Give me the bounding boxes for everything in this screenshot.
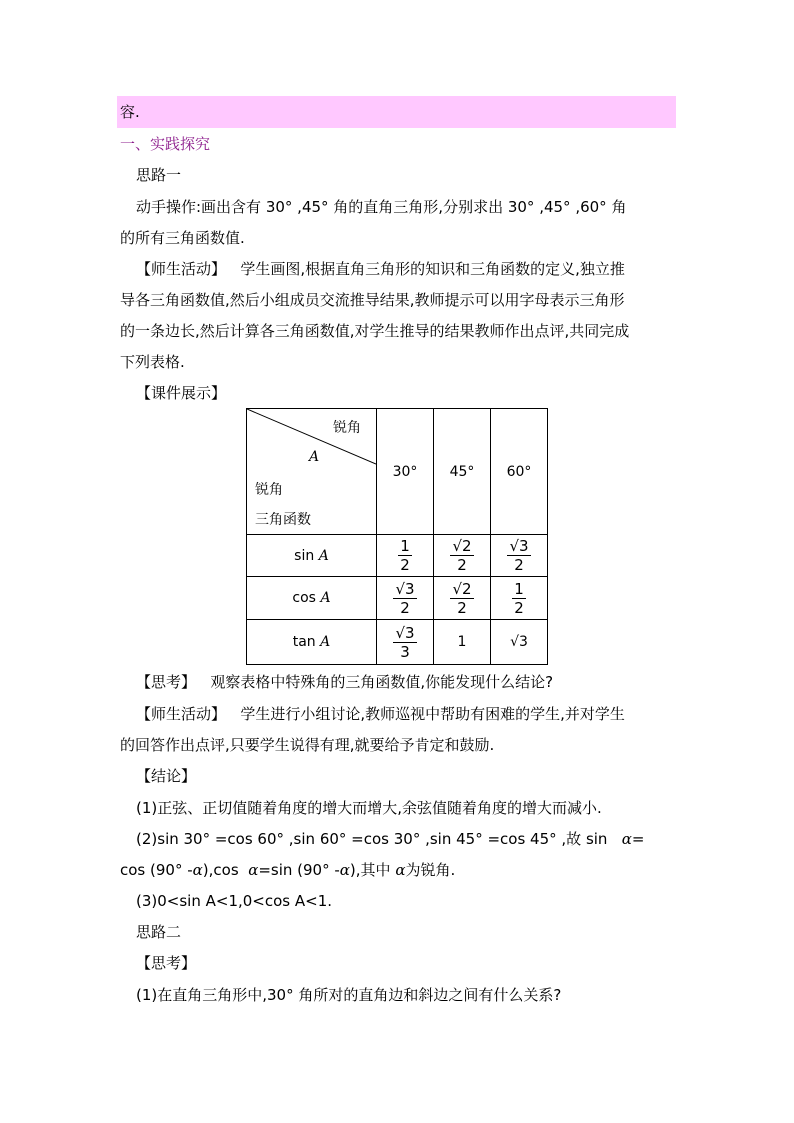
idea1-title: 思路一 <box>136 166 182 184</box>
activity2-line-1 <box>136 704 625 724</box>
row-label-cos: cos A <box>247 577 377 620</box>
activity2-line-2: 的回答作出点评,只要学生说得有理,就要给予肯定和鼓励. <box>120 736 495 754</box>
sin-45-value: $\frac{√2}{2}$ <box>434 535 491 577</box>
think-tag: 【思考】 <box>136 673 197 691</box>
table-row-sin <box>247 535 548 577</box>
trig-values-table <box>246 408 548 665</box>
idea2-question-1: (1)在直角三角形中,30° 角所对的直角边和斜边之间有什么关系? <box>136 986 562 1004</box>
cos-60-value: $\frac{1}{2}$ <box>491 577 548 620</box>
activity-text: 学生画图,根据直角三角形的知识和三角函数的定义,独立推 <box>240 260 625 278</box>
table-corner-cell <box>247 409 377 535</box>
activity-paragraph-line-3: 的一条边长,然后计算各三角函数值,对学生推导的结果教师作出点评,共同完成 <box>120 322 630 340</box>
cos-45-value: $\frac{√2}{2}$ <box>434 577 491 620</box>
activity-paragraph-line-2: 导各三角函数值,然后小组成员交流推导结果,教师提示可以用字母表示三角形 <box>120 291 625 309</box>
idea2-think-tag: 【思考】 <box>136 954 197 972</box>
tan-60-value: √3 <box>491 620 548 665</box>
conclusion-item-1: (1)正弦、正切值随着角度的增大而增大,余弦值随着角度的增大而减小. <box>136 799 602 817</box>
activity2-tag: 【师生活动】 <box>136 705 227 723</box>
continued-text: 容. <box>120 103 140 121</box>
sin-60-value: $\frac{√3}{2}$ <box>491 535 548 577</box>
sin-30-value: $\frac{1}{2}$ <box>377 535 434 577</box>
table-row-tan <box>247 620 548 665</box>
operation-line-1: 动手操作:画出含有 30° ,45° 角的直角三角形,分别求出 30° ,45° ,60° 角 <box>136 198 627 216</box>
conclusion-item-3: (3)0<sin A<1,0<cos A<1. <box>136 892 333 910</box>
operation-line-2: 的所有三角函数值. <box>120 229 245 247</box>
courseware-tag: 【课件展示】 <box>136 384 227 402</box>
corner-label-acute-2: 锐角 <box>255 482 283 498</box>
conclusion-item-2-line-2: cos (90° -α),cos α=sin (90° -α),其中 α为锐角. <box>120 861 456 879</box>
activity-tag: 【师生活动】 <box>136 260 227 278</box>
corner-label-a: A <box>309 449 320 465</box>
conclusion-tag: 【结论】 <box>136 767 197 785</box>
idea2-title: 思路二 <box>136 923 182 941</box>
tan-45-value: 1 <box>434 620 491 665</box>
cos-30-value: $\frac{√3}{2}$ <box>377 577 434 620</box>
tan-30-value: $\frac{√3}{3}$ <box>377 620 434 665</box>
header-45: 45° <box>434 409 491 535</box>
header-60: 60° <box>491 409 548 535</box>
row-label-tan: tan A <box>247 620 377 665</box>
corner-label-acute: 锐角 <box>333 420 361 436</box>
header-30: 30° <box>377 409 434 535</box>
conclusion-item-2-line-1: (2)sin 30° =cos 60° ,sin 60° =cos 30° ,sin 45° =cos 45° ,故 sin α= <box>136 830 645 848</box>
activity2-text: 学生进行小组讨论,教师巡视中帮助有困难的学生,并对学生 <box>240 705 625 723</box>
highlight-band <box>117 96 676 128</box>
section-heading: 一、实践探究 <box>120 135 211 153</box>
table-header-row <box>247 409 548 535</box>
activity-paragraph-line-1 <box>136 259 625 279</box>
think-line <box>136 672 553 692</box>
table-row-cos <box>247 577 548 620</box>
corner-label-trig-fn: 三角函数 <box>255 512 311 528</box>
activity-paragraph-line-4: 下列表格. <box>120 353 185 371</box>
think-text: 观察表格中特殊角的三角函数值,你能发现什么结论? <box>210 673 554 691</box>
row-label-sin: sin A <box>247 535 377 577</box>
